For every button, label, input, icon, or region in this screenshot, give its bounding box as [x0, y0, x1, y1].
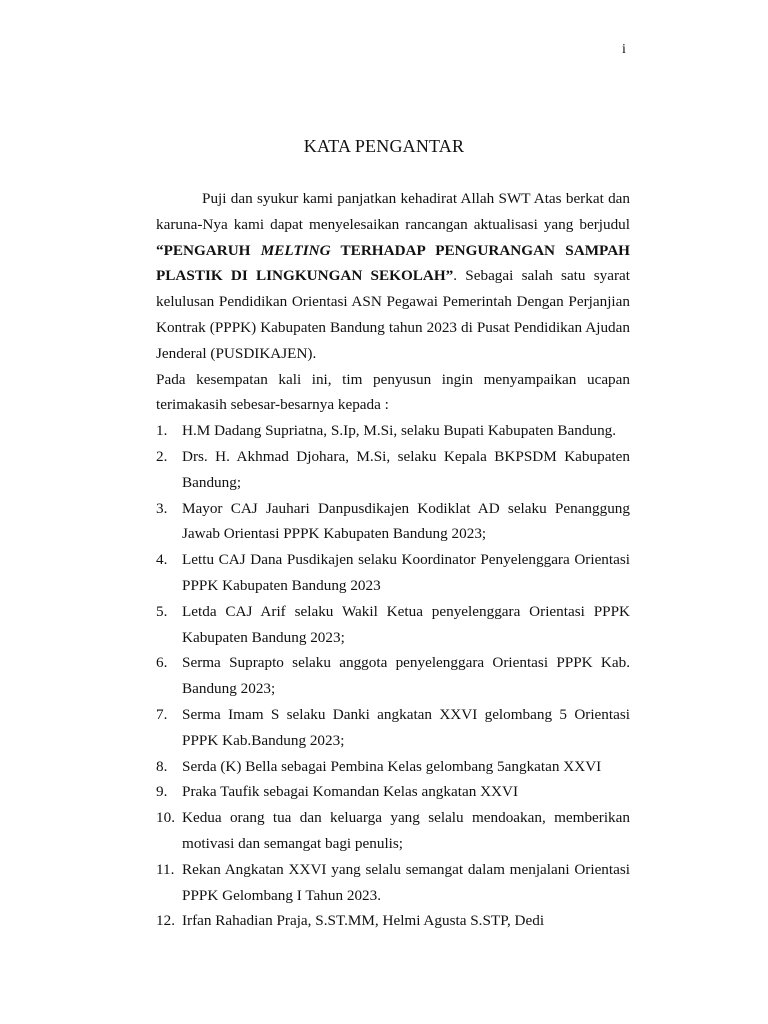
thanks-intro-paragraph: Pada kesempatan kali ini, tim penyusun ingin menyampaikan ucapan terimakasih sebesar-besarnya kepada : [156, 370, 630, 414]
list-item: 6. Serma Suprapto selaku anggota penyelenggara Orientasi PPPK Kab. Bandung 2023; [156, 654, 630, 698]
list-item: 9. Praka Taufik sebagai Komandan Kelas angkatan XXVI [156, 783, 519, 801]
thanks-list [156, 418, 630, 934]
intro-paragraph [156, 186, 630, 367]
list-item: 3. Mayor CAJ Jauhari Danpusdikajen Kodiklat AD selaku Penanggung Jawab Orientasi PPPK Kabupaten Bandung 2023; [156, 499, 630, 543]
list-item: 7. Serma Imam S selaku Danki angkatan XXVI gelombang 5 Orientasi PPPK Kab.Bandung 2023; [156, 705, 630, 749]
document-body [156, 186, 630, 934]
list-item: 11. Rekan Angkatan XXVI yang selalu semangat dalam menjalani Orientasi PPPK Gelombang I Tahun 2023. [156, 860, 630, 904]
intro-text-a: Puji dan syukur kami panjatkan kehadirat Allah SWT Atas berkat dan karuna-Nya kami dapat menyelesaikan rancangan aktualisasi yang berjudul [156, 190, 630, 233]
activity-title: “PENGARUH MELTING TERHADAP PENGURANGAN SAMPAH PLASTIK DI LINGKUNGAN SEKOLAH” [156, 241, 630, 285]
list-item: 4. Lettu CAJ Dana Pusdikajen selaku Koordinator Penyelenggara Orientasi PPPK Kabupaten Bandung 2023 [156, 551, 630, 594]
list-item: 2. Drs. H. Akhmad Djohara, M.Si, selaku Kepala BKPSDM Kabupaten Bandung; [156, 447, 630, 491]
list-item: 10. Kedua orang tua dan keluarga yang selalu mendoakan, memberikan motivasi dan semangat bagi penulis; [156, 809, 630, 852]
page-number: i [622, 42, 626, 57]
list-item: 12. Irfan Rahadian Praja, S.ST.MM, Helmi Agusta S.STP, Dedi [156, 912, 545, 930]
list-item: 5. Letda CAJ Arif selaku Wakil Ketua penyelenggara Orientasi PPPK Kabupaten Bandung 2023; [156, 602, 630, 646]
intro-text-b: . Sebagai salah satu syarat kelulusan Pendidikan Orientasi ASN Pegawai Pemerintah Dengan Perjanjian Kontrak (PPPK) Kabupaten Bandung tahun 2023 di Pusat Pendidikan Ajudan Jenderal (PUSDIKAJEN). [156, 267, 630, 362]
list-item: 1. H.M Dadang Supriatna, S.Ip, M.Si, selaku Bupati Kabupaten Bandung. [156, 422, 617, 440]
page-title: KATA PENGANTAR [303, 136, 465, 156]
list-item: 8. Serda (K) Bella sebagai Pembina Kelas gelombang 5angkatan XXVI [156, 757, 602, 775]
